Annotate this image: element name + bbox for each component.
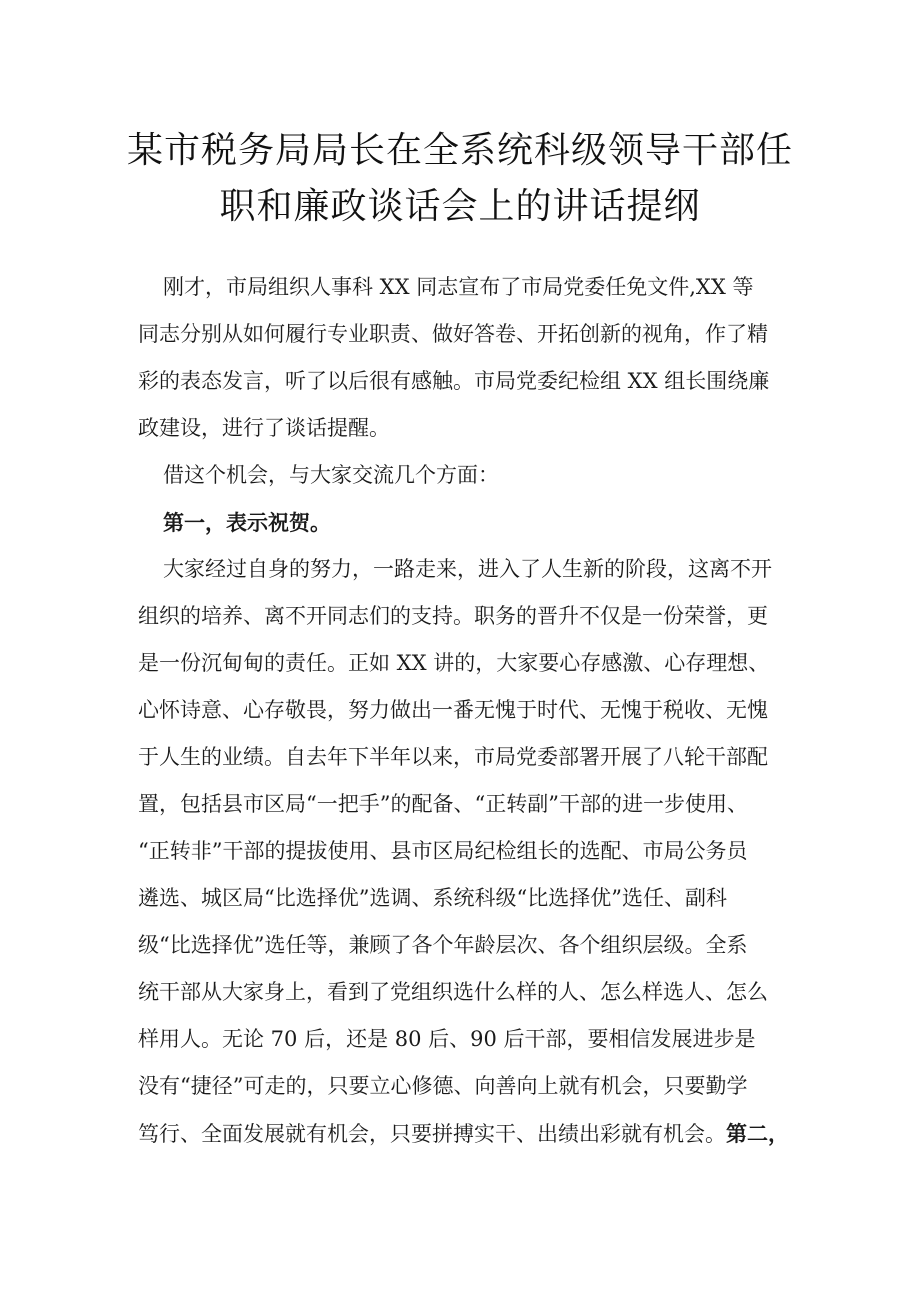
paragraph-line: 级“比选择优”选任等，兼顾了各个年龄层次、各个组织层级。全系 (138, 933, 748, 957)
paragraph-line: 同志分别从如何履行专业职责、做好答卷、开拓创新的视角，作了精 (138, 322, 768, 346)
paragraph-line: 心怀诗意、心存敬畏，努力做出一番无愧于时代、无愧于税收、无愧 (138, 698, 768, 722)
paragraph-line: “正转非”干部的提拔使用、县市区局纪检组长的选配、市局公务员 (138, 839, 748, 863)
paragraph-line: 置，包括县市区局“一把手”的配备、“正转副”干部的进一步使用、 (138, 792, 748, 816)
paragraph-line: 样用人。无论 70 后，还是 80 后、90 后干部，要相信发展进步是 (138, 1027, 756, 1051)
document-title-line-2: 职和廉政谈话会上的讲话提纲 (219, 186, 701, 227)
paragraph-line: 组织的培养、离不开同志们的支持。职务的晋升不仅是一份荣誉，更 (138, 604, 768, 628)
paragraph-line-final (138, 1110, 798, 1157)
paragraph-line: 借这个机会，与大家交流几个方面： (163, 463, 499, 487)
paragraph-line: 统干部从大家身上，看到了党组织选什么样的人、怎么样选人、怎么 (138, 980, 768, 1004)
paragraph-line: 是一份沉甸甸的责任。正如 XX 讲的，大家要心存感激、心存理想、 (138, 651, 770, 675)
section-heading: 第一，表示祝贺。 (163, 510, 331, 535)
document-body (138, 264, 798, 1157)
document-title-line-1: 某市税务局局长在全系统科级领导干部任 (126, 130, 793, 171)
paragraph-line: 大家经过自身的努力，一路走来，进入了人生新的阶段，这离不开 (163, 557, 772, 581)
paragraph-line: 遴选、城区局“比选择优”选调、系统科级“比选择优”选任、副科 (138, 886, 727, 910)
paragraph-line: 没有“捷径”可走的，只要立心修德、向善向上就有机会，只要勤学 (138, 1074, 748, 1098)
next-section-label: 第二， (726, 1121, 789, 1146)
paragraph-line: 政建设，进行了谈话提醒。 (138, 416, 390, 440)
paragraph-line-text: 笃行、全面发展就有机会，只要拼搏实干、出绩出彩就有机会。 (138, 1122, 726, 1146)
paragraph-line: 刚才，市局组织人事科 XX 同志宣布了市局党委任免文件,XX 等 (163, 275, 754, 299)
paragraph-line: 彩的表态发言，听了以后很有感触。市局党委纪检组 XX 组长围绕廉 (138, 369, 770, 393)
paragraph-line: 于人生的业绩。自去年下半年以来，市局党委部署开展了八轮干部配 (138, 745, 768, 769)
